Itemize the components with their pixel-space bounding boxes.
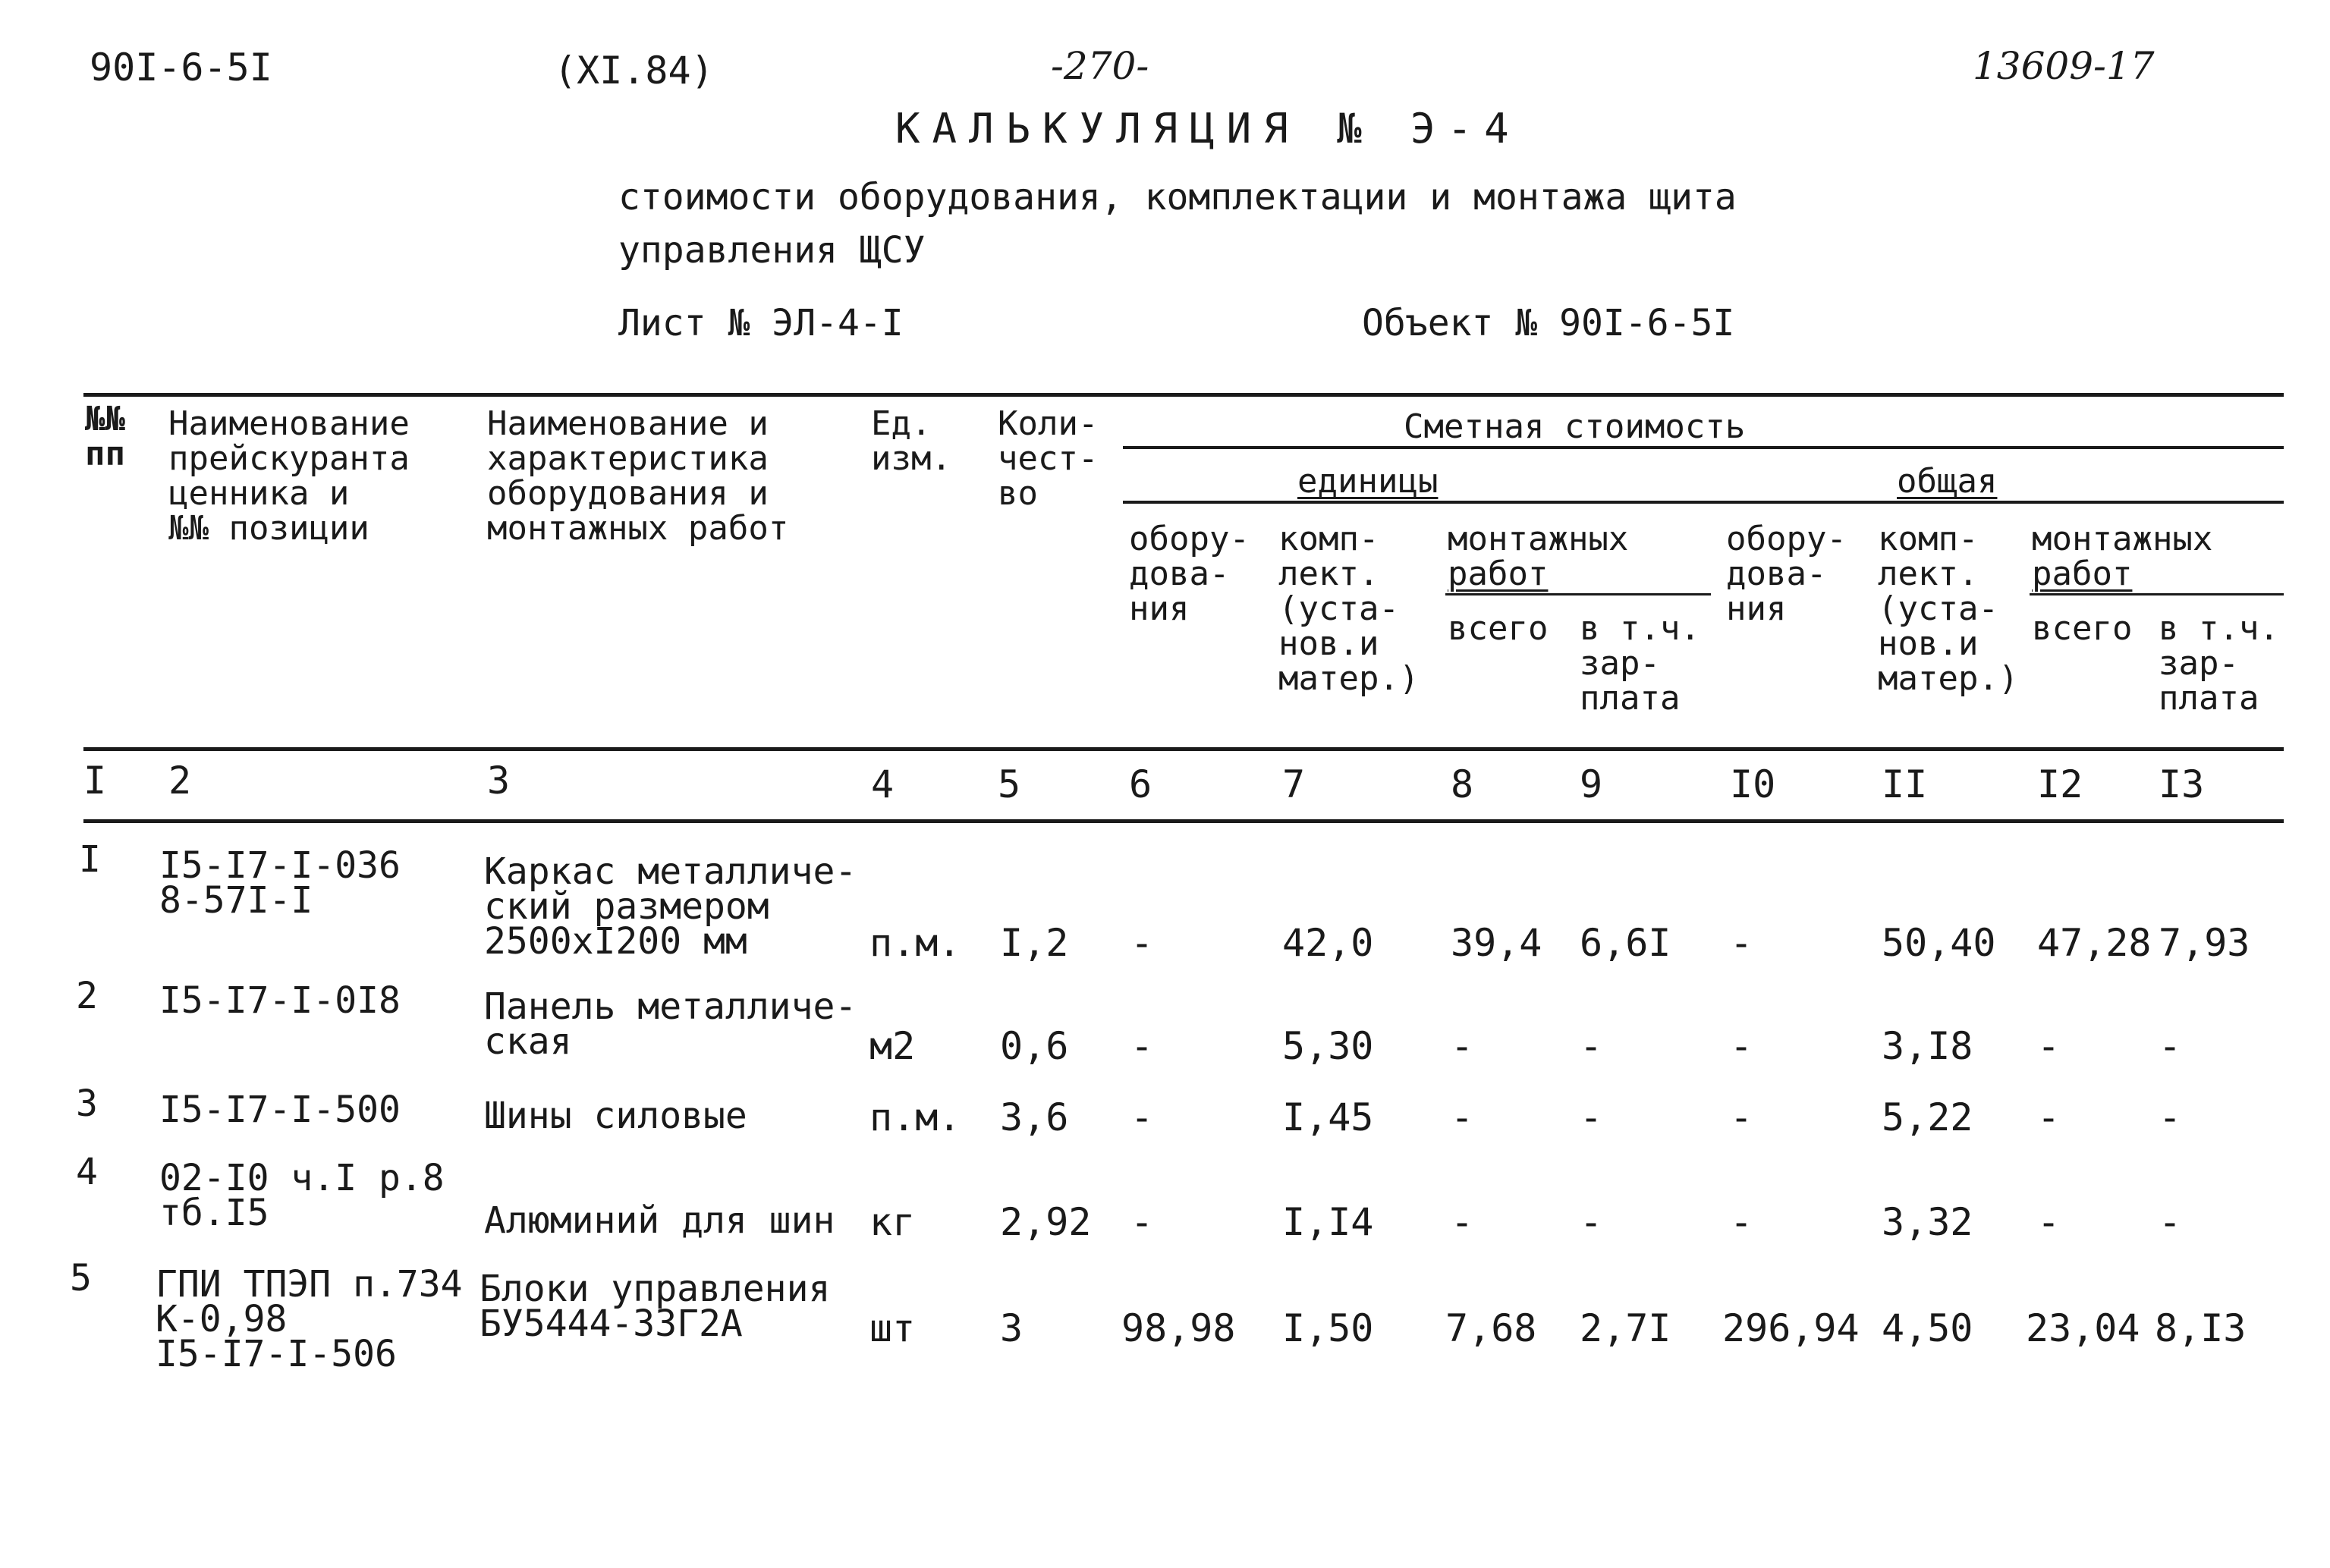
row-quantity: 2,92 bbox=[1000, 1200, 1092, 1244]
row-unit-completion: I,50 bbox=[1282, 1306, 1374, 1350]
column-number-11: II bbox=[1882, 762, 1928, 806]
row-unit-completion: 42,0 bbox=[1282, 921, 1374, 965]
row-name: Блоки управления БУ5444-33Г2А bbox=[480, 1268, 831, 1345]
row-quantity: 0,6 bbox=[1000, 1024, 1069, 1068]
row-unit-equipment: - bbox=[1130, 1200, 1154, 1244]
row-unit-mount-wage: 6,6I bbox=[1580, 921, 1671, 965]
row-unit: шт bbox=[869, 1306, 916, 1350]
column-number-8: 8 bbox=[1451, 762, 1474, 806]
estimate-rule bbox=[1123, 446, 2284, 449]
header-pricelist: Наименование прейскуранта ценника и №№ позиции bbox=[168, 404, 410, 548]
header-unit-mount-wage: в т.ч. зар- плата bbox=[1580, 609, 1700, 718]
row-name: Панель металличе- ская bbox=[484, 985, 857, 1063]
row-total-mount-wage: - bbox=[2159, 1095, 2182, 1139]
row-total-mount-all: 23,04 bbox=[2026, 1306, 2140, 1350]
row-total-equipment: - bbox=[1730, 1200, 1753, 1244]
row-unit: п.м. bbox=[869, 1095, 961, 1139]
row-unit-completion: I,45 bbox=[1282, 1095, 1374, 1139]
row-total-mount-wage: 8,I3 bbox=[2155, 1306, 2247, 1350]
header-unit-completion: комп- лект. (уста- нов.и матер.) bbox=[1278, 520, 1420, 698]
row-unit: п.м. bbox=[869, 921, 961, 965]
row-code: 02-I0 ч.I р.8 тб.I5 bbox=[159, 1157, 445, 1234]
header-unit-mount-all: всего bbox=[1448, 609, 1549, 648]
row-unit-mount-wage: - bbox=[1580, 1200, 1603, 1244]
row-total-mount-all: 47,28 bbox=[2037, 921, 2152, 965]
row-number: I bbox=[79, 838, 101, 881]
row-total-mount-all: - bbox=[2037, 1024, 2061, 1068]
row-unit-completion: 5,30 bbox=[1282, 1024, 1374, 1068]
column-numbers-rule bbox=[83, 819, 2284, 823]
header-unit: Ед. изм. bbox=[871, 404, 951, 478]
column-number-1: I bbox=[83, 759, 107, 803]
row-unit-mount-all: 7,68 bbox=[1445, 1306, 1537, 1350]
per-unit-rule bbox=[1123, 501, 2284, 504]
row-code: I5-I7-I-500 bbox=[159, 1089, 401, 1131]
row-total-equipment: - bbox=[1730, 1095, 1753, 1139]
row-number: 5 bbox=[70, 1257, 92, 1299]
row-number: 3 bbox=[76, 1083, 98, 1125]
row-total-completion: 5,22 bbox=[1882, 1095, 1973, 1139]
row-unit-equipment: - bbox=[1130, 1024, 1154, 1068]
row-quantity: I,2 bbox=[1000, 921, 1069, 965]
header-total-mount-wage: в т.ч. зар- плата bbox=[2159, 609, 2279, 718]
header-estimate: Сметная стоимость bbox=[1404, 407, 1746, 446]
object-number: Объект № 90I-6-5I bbox=[1362, 302, 1735, 344]
total-mounting-rule bbox=[2030, 593, 2284, 595]
row-unit-mount-all: - bbox=[1451, 1024, 1474, 1068]
sheet-number: Лист № ЭЛ-4-I bbox=[618, 302, 904, 344]
page-number: -270- bbox=[1051, 44, 1149, 88]
row-code: ГПИ ТПЭП п.734 К-0,98 I5-I7-I-506 bbox=[156, 1263, 463, 1375]
document-date: (XI.84) bbox=[554, 49, 714, 93]
header-total: общая bbox=[1897, 462, 1998, 501]
row-quantity: 3 bbox=[1000, 1306, 1024, 1350]
row-quantity: 3,6 bbox=[1000, 1095, 1069, 1139]
header-total-completion: комп- лект. (уста- нов.и матер.) bbox=[1878, 520, 2019, 698]
row-code: I5-I7-I-0I8 bbox=[159, 979, 401, 1022]
header-total-equipment: обору- дова- ния bbox=[1726, 520, 1847, 628]
inventory-stamp: 13609-17 bbox=[1973, 44, 2155, 88]
column-number-6: 6 bbox=[1129, 762, 1152, 806]
column-number-3: 3 bbox=[487, 759, 511, 803]
row-total-completion: 3,I8 bbox=[1882, 1024, 1973, 1068]
row-total-equipment: 296,94 bbox=[1722, 1306, 1860, 1350]
row-total-equipment: - bbox=[1730, 1024, 1753, 1068]
row-total-completion: 4,50 bbox=[1882, 1306, 1973, 1350]
row-total-mount-all: - bbox=[2037, 1095, 2061, 1139]
column-number-2: 2 bbox=[168, 759, 192, 803]
column-number-4: 4 bbox=[871, 762, 895, 806]
row-unit-equipment: 98,98 bbox=[1121, 1306, 1236, 1350]
row-total-completion: 3,32 bbox=[1882, 1200, 1973, 1244]
column-number-9: 9 bbox=[1580, 762, 1603, 806]
document-title: КАЛЬКУЛЯЦИЯ № Э-4 bbox=[895, 105, 1521, 152]
document-subtitle-line-1: стоимости оборудования, комплектации и монтажа щита bbox=[618, 176, 1737, 218]
header-bottom-rule bbox=[83, 747, 2284, 751]
header-num: №№ пп bbox=[85, 400, 125, 473]
unit-mounting-rule bbox=[1445, 593, 1711, 595]
row-unit-mount-all: - bbox=[1451, 1095, 1474, 1139]
table-top-rule bbox=[83, 393, 2284, 397]
row-total-equipment: - bbox=[1730, 921, 1753, 965]
document-code: 90I-6-5I bbox=[90, 46, 272, 90]
header-per-unit: единицы bbox=[1297, 462, 1439, 501]
row-total-mount-wage: - bbox=[2159, 1024, 2182, 1068]
row-unit: м2 bbox=[869, 1024, 916, 1068]
document-subtitle-line-2: управления ЩСУ bbox=[618, 229, 926, 272]
row-number: 2 bbox=[76, 975, 98, 1017]
row-unit-equipment: - bbox=[1130, 1095, 1154, 1139]
column-number-7: 7 bbox=[1282, 762, 1306, 806]
row-total-mount-wage: 7,93 bbox=[2159, 921, 2250, 965]
column-number-13: I3 bbox=[2159, 762, 2205, 806]
row-name: Каркас металличе- ский размером 2500хI200 мм bbox=[484, 850, 857, 963]
row-unit-mount-wage: - bbox=[1580, 1095, 1603, 1139]
row-unit-equipment: - bbox=[1130, 921, 1154, 965]
row-unit-completion: I,I4 bbox=[1282, 1200, 1374, 1244]
row-unit-mount-wage: - bbox=[1580, 1024, 1603, 1068]
header-unit-mounting: монтажных работ bbox=[1448, 520, 1629, 593]
row-code: I5-I7-I-036 8-57I-I bbox=[159, 844, 401, 922]
row-unit-mount-all: 39,4 bbox=[1451, 921, 1542, 965]
row-total-completion: 50,40 bbox=[1882, 921, 1996, 965]
row-total-mount-all: - bbox=[2037, 1200, 2061, 1244]
column-number-10: I0 bbox=[1730, 762, 1776, 806]
header-total-mount-all: всего bbox=[2032, 609, 2133, 648]
column-number-5: 5 bbox=[998, 762, 1021, 806]
column-number-12: I2 bbox=[2037, 762, 2083, 806]
row-number: 4 bbox=[76, 1151, 98, 1193]
row-unit-mount-all: - bbox=[1451, 1200, 1474, 1244]
row-name: Алюминий для шин bbox=[484, 1199, 835, 1242]
header-unit-equipment: обору- дова- ния bbox=[1129, 520, 1250, 628]
header-total-mounting: монтажных работ bbox=[2032, 520, 2213, 593]
header-quantity: Коли- чест- во bbox=[998, 404, 1099, 513]
row-total-mount-wage: - bbox=[2159, 1200, 2182, 1244]
row-name: Шины силовые bbox=[484, 1095, 747, 1137]
header-item-name: Наименование и характеристика оборудования и монтажных работ bbox=[487, 404, 789, 548]
row-unit-mount-wage: 2,7I bbox=[1580, 1306, 1671, 1350]
row-unit: кг bbox=[869, 1200, 916, 1244]
